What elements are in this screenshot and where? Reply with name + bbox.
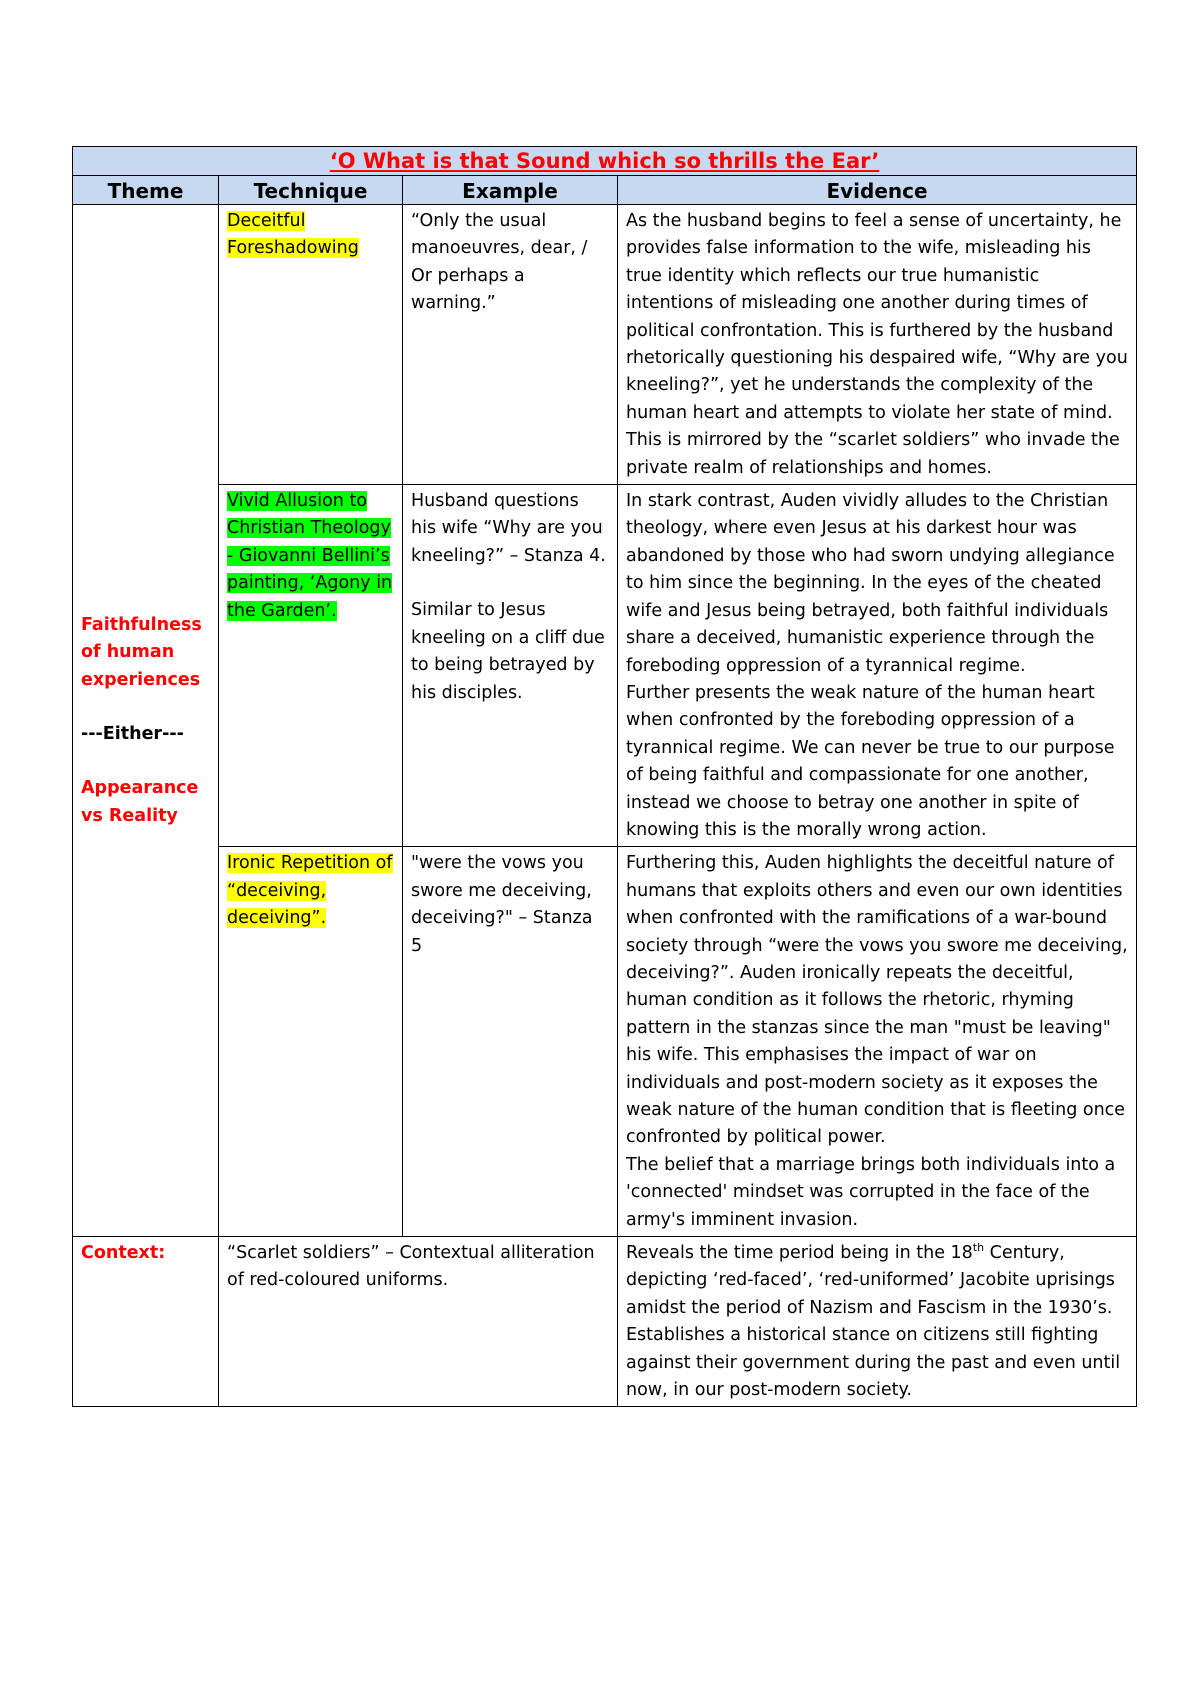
example-text: Similar to Jesus kneeling on a cliff due to being betrayed by his disciples. [411, 600, 605, 703]
table-row [73, 847, 1137, 1237]
technique-cell [219, 205, 403, 485]
context-row [73, 1237, 1137, 1407]
evidence-text: As the husband begins to feel a sense of uncertainty, he provides false information to the wife, misleading his true identity which reflects our true humanistic intentions of misleading one another during times of political confrontation. This is furthered by the husband rhetorically questioning his despaired wife, “Why are you kneeling?”, yet he understands the complexity of the human heart and attempts to violate her state of mind. This is mirrored by the “scarlet soldiers” who invade the private realm of relationships and homes. [626, 211, 1128, 478]
technique-cell [219, 847, 403, 1237]
context-technique-cell [219, 1237, 618, 1407]
table-row [73, 205, 1137, 485]
example-text: Husband questions his wife “Why are you kneeling?” – Stanza 4. [411, 491, 606, 566]
context-label: Context: [81, 1243, 166, 1264]
example-cell [403, 205, 618, 485]
example-cell [403, 847, 618, 1237]
example-text: “Only the usual manoeuvres, dear, / Or perhaps a warning.” [411, 211, 588, 314]
context-technique: “Scarlet soldiers” – Contextual alliteration of red-coloured uniforms. [227, 1243, 595, 1291]
example-text: "were the vows you swore me deceiving, deceiving?" – Stanza 5 [411, 853, 593, 956]
header-evidence: Evidence [618, 176, 1137, 205]
title-row [73, 147, 1137, 176]
context-evidence: Reveals the time period being in the 18th Century, depicting ‘red-faced’, ‘red-uniformed’ Jacobite uprisings amidst the period of Nazism and Fascism in the 1930’s. Establishes a historical stance on citizens still fighting against their government during the past and even until now, in our post-modern society. [626, 1241, 1121, 1401]
technique-label: Vivid Allusion to Christian Theology - Giovanni Bellini’s painting, ‘Agony in the Garden’. [227, 491, 393, 621]
evidence-text: In stark contrast, Auden vividly alludes to the Christian theology, where even Jesus at his darkest hour was abandoned by those who had sworn undying allegiance to him since the beginning. In the eyes of the cheated wife and Jesus being betrayed, both faithful individuals share a deceived, humanistic experience through the foreboding oppression of a tyrannical regime. [626, 491, 1115, 676]
table-row [73, 485, 1137, 847]
technique-label: Ironic Repetition of “deceiving, deceiving”. [227, 853, 393, 929]
header-technique: Technique [219, 176, 403, 205]
evidence-text: Further presents the weak nature of the human heart when confronted by the foreboding oppression of a tyrannical regime. We can never be true to our purpose of being faithful and compassionate for one another, instead we choose to betray one another in spite of knowing this is the morally wrong action. [626, 682, 1115, 840]
theme-primary: Faithfulness of human experiences [81, 614, 202, 690]
document-title: ‘O What is that Sound which so thrills the Ear’ [73, 147, 1137, 176]
context-evidence-cell [618, 1237, 1137, 1407]
context-label-cell [73, 1237, 219, 1407]
analysis-table [72, 146, 1137, 1407]
technique-label: Deceitful Foreshadowing [227, 211, 359, 259]
evidence-cell [618, 847, 1137, 1237]
evidence-cell [618, 205, 1137, 485]
theme-separator: ---Either--- [81, 724, 184, 745]
evidence-cell [618, 485, 1137, 847]
evidence-text: The belief that a marriage brings both individuals into a 'connected' mindset was corrupted in the face of the army's imminent invasion. [626, 1154, 1116, 1230]
header-row [73, 176, 1137, 205]
theme-cell [73, 205, 219, 1237]
example-cell [403, 485, 618, 847]
evidence-text: Furthering this, Auden highlights the deceitful nature of humans that exploits others and even our own identities when confronted with the ramifications of a war-bound society through “were the vows you swore me deceiving, deceiving?”. Auden ironically repeats the deceitful, human condition as it follows the rhetoric, rhyming pattern in the stanzas since the man "must be leaving" his wife. This emphasises the impact of war on individuals and post-modern society as it exposes the weak nature of the human condition that is fleeting once confronted by political power. [626, 853, 1128, 1148]
header-example: Example [403, 176, 618, 205]
header-theme: Theme [73, 176, 219, 205]
theme-secondary: Appearance vs Reality [81, 778, 199, 826]
technique-cell [219, 485, 403, 847]
